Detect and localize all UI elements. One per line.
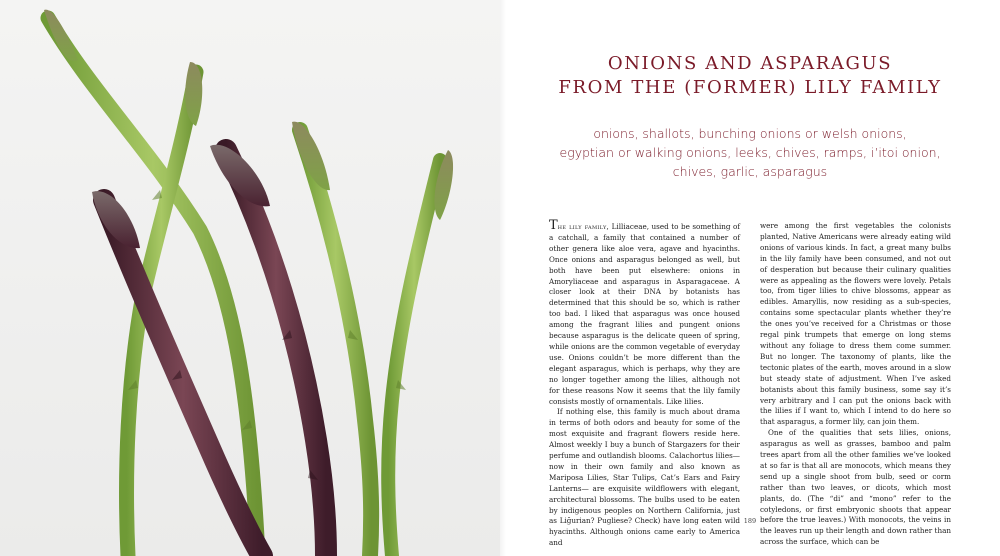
- body-column-left: [549, 218, 740, 549]
- paragraph-1-text: Lilliaceae, used to be something of a catchall, a family that contained a number of other genera like aloe vera, agave and hyacinths. Once onions and asparagus belonged as well, but both have been put elsewhere: onions in Amoryliaceae and asparagus in Asparagaceae. A closer look at their DNA by botanists has determined that this should be so, which is rather too bad. I liked that asparagus was once housed among the fragrant lilies and pungent onions because asparagus is the delicate queen of spring, while onions are the common vegetable of everyday use. Onions couldn’t be more different than the elegant asparagus, which is perhaps, why they are no longer together among the lilies, although not for these reasons Now it seems that the lily family consists mostly of ornamentals. Like lilies.: [549, 222, 740, 406]
- chapter-title-line-1: ONIONS AND ASPARAGUS: [607, 53, 893, 74]
- chapter-title: [540, 52, 960, 100]
- subtitle-line-2: egyptian or walking onions, leeks, chives, ramps, i’itoi onion,: [559, 145, 941, 160]
- drop-cap: T: [549, 218, 558, 233]
- paragraph-1: [549, 218, 740, 407]
- opening-smallcaps: he lily family,: [557, 222, 610, 231]
- chapter-title-line-2: FROM THE (FORMER) LILY FAMILY: [558, 77, 942, 98]
- page-gutter: [500, 0, 506, 556]
- paragraph-2: If nothing else, this family is much about drama in terms of both odors and beauty for some of the most exquisite and fragrant flowers reside here. Almost weekly I buy a bunch of Stargazers for their perfume and outlandish blooms. Calachortus lilies—now in their own family and also known as Mariposa Lilies, Star Tulips, Cat’s Ears and Fairy Lanterns— are exquisite wildflowers with elegant, architectural blossoms. The bulbs used to be eaten by indigenous peoples on Northern California, just as Liğurian? Pugliese? Check) have long eaten wild hyacinths. Although onions came early to America and: [549, 407, 740, 548]
- body-column-right: [760, 221, 951, 548]
- chapter-subtitle: [540, 124, 960, 181]
- page-number: 189: [743, 517, 757, 525]
- paragraph-4: One of the qualities that sets lilies, onions, asparagus as well as grasses, bamboo and palm trees apart from all the other families we’ve looked at so far is that all are monocots, which means they send up a single shoot from bulb, seed or corm rather than two leaves, or dicots, which most plants, do. (The “di” and “mono” refer to the cotyledons, or first embryonic shoots that appear before the true leaves.) With monocots, the veins in the leaves run up their length and down rather than across the surface, which can be: [760, 428, 951, 547]
- paragraph-3: were among the first vegetables the colonists planted, Native Americans were already eating wild onions of various kinds. In fact, a great many bulbs in the lily family have been consumed, and not out of desperation but because their culinary qualities were as appealing as the flowers were lovely. Petals too, from tiger lilies to chive blossoms, appear as edibles. Amaryllis, now residing as a sub-species, contains some spectacular plants whether they’re the ones you’ve received for a Christmas or those regal pink trumpets that emerge on long stems without any foliage to dress them come summer. But no longer. The taxonomy of plants, like the tectonic plates of the earth, moves around in a slow but steady state of adjustment. When I’ve asked botanists about this family business, some say it’s very arbitrary and I can put the onions back with the lilies if I want to, which I intend to do here so that asparagus, a former lily, can join them.: [760, 221, 951, 427]
- green-spear-4: [388, 150, 453, 556]
- text-page: [500, 0, 1000, 556]
- subtitle-line-3: chives, garlic, asparagus: [672, 164, 828, 179]
- subtitle-line-1: onions, shallots, bunching onions or welsh onions,: [593, 126, 907, 141]
